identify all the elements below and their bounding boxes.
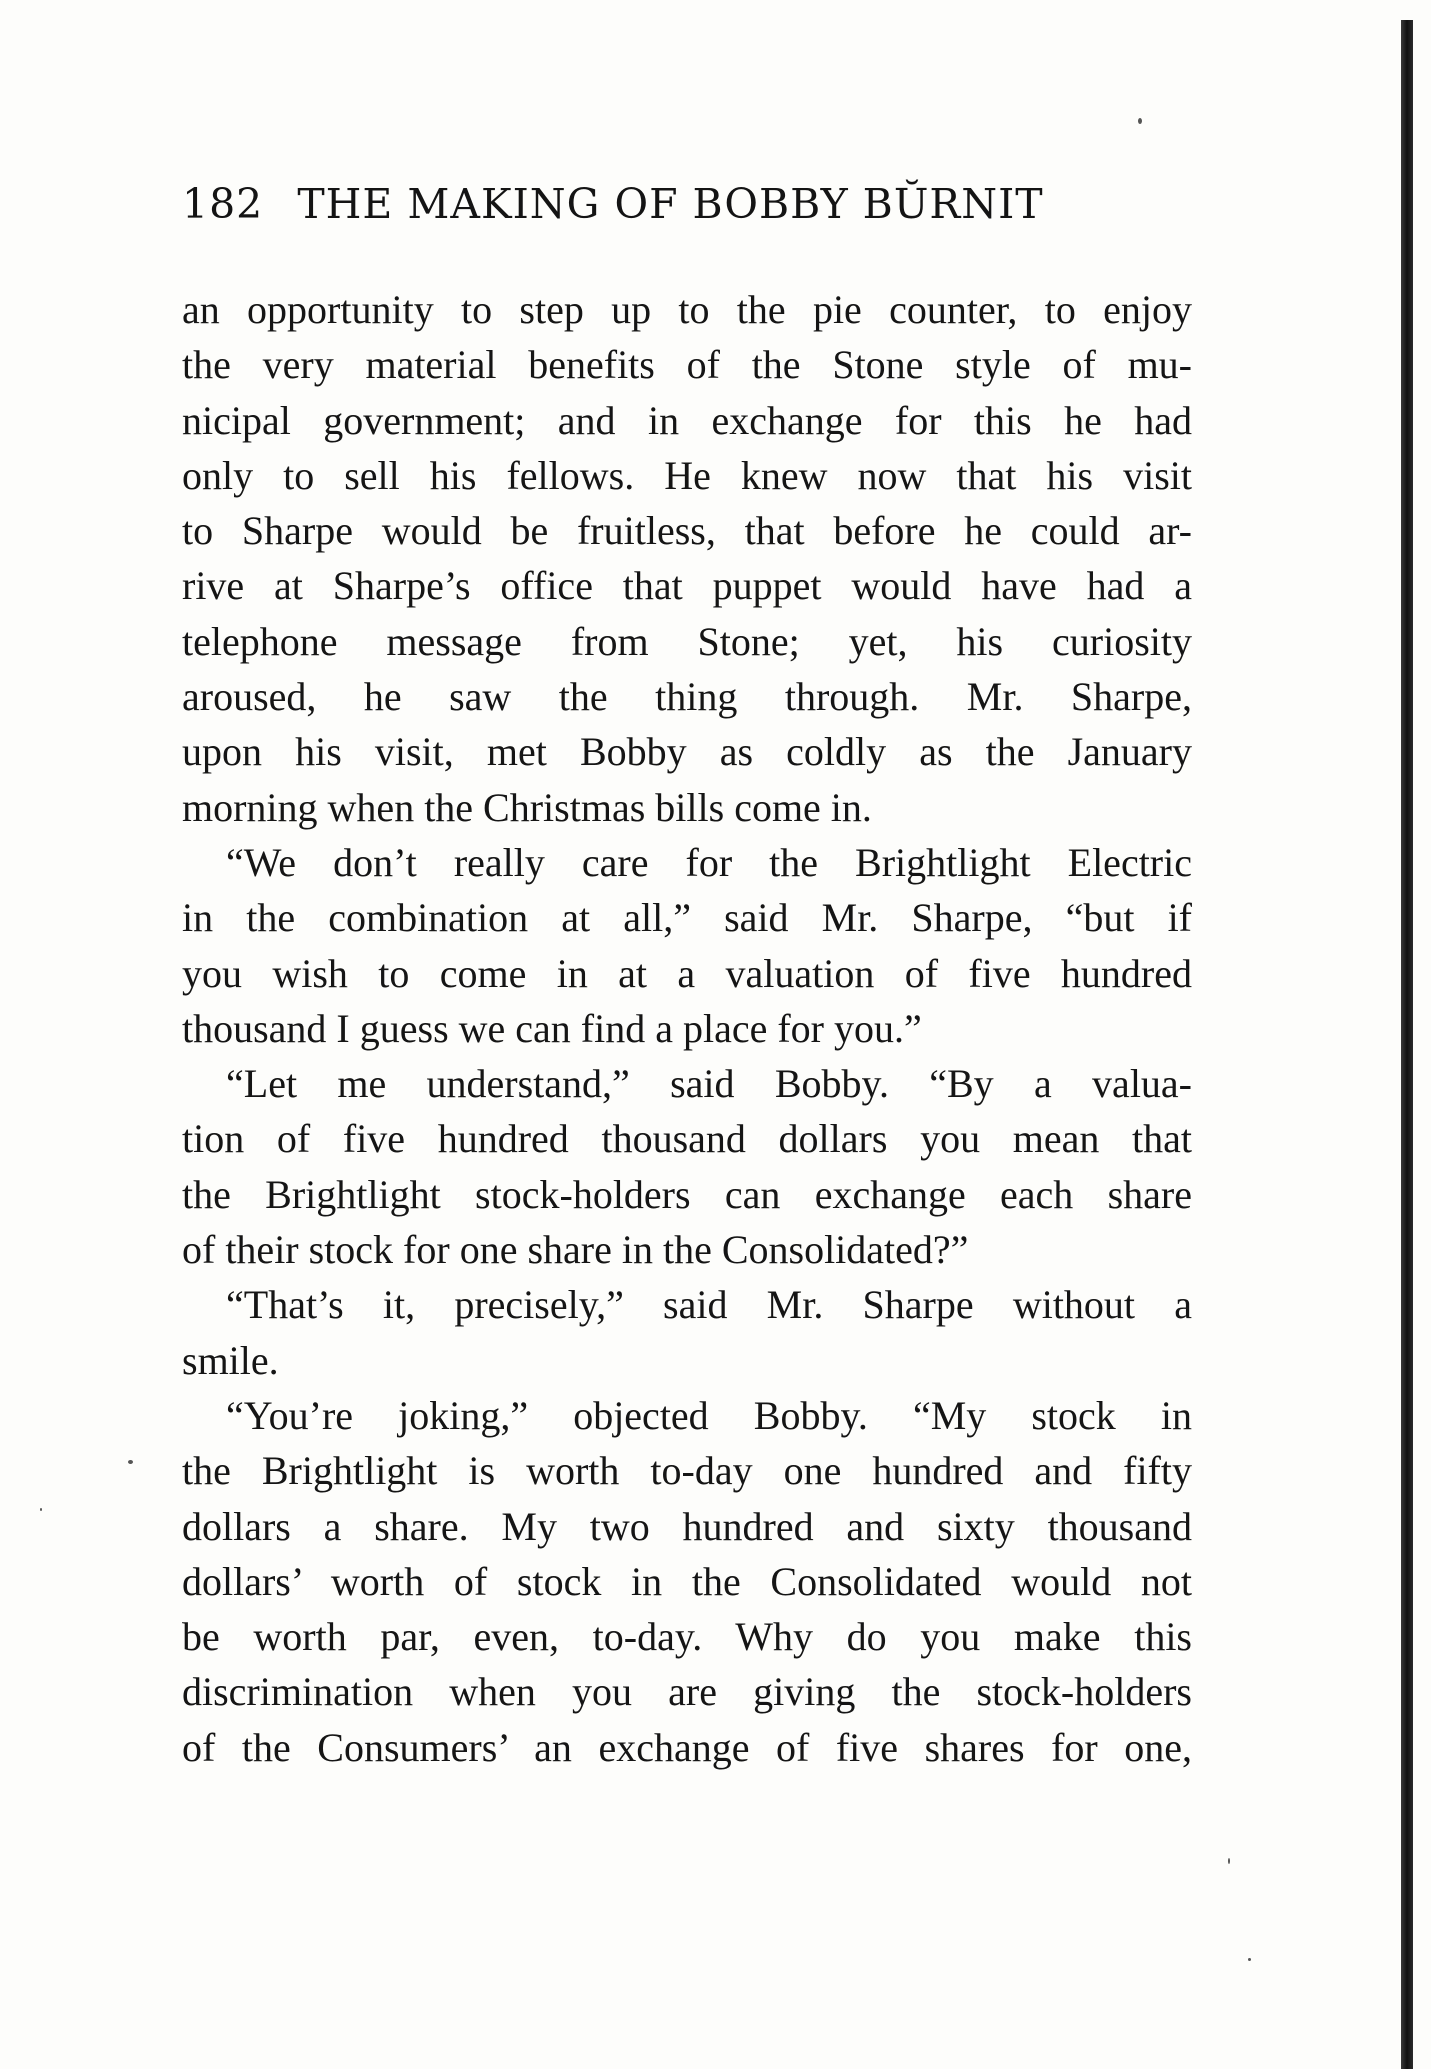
text-line: “You’re joking,” objected Bobby. “My stock in [226, 1392, 1192, 1438]
text-line: the Brightlight is worth to-day one hundred and fifty [182, 1448, 1192, 1494]
text-line: smile. [182, 1337, 279, 1383]
page-number: 182 [182, 180, 264, 228]
scan-speck [1248, 1958, 1251, 1961]
body-text [182, 282, 1192, 1775]
text-line: you wish to come in at a valuation of five hundred [182, 950, 1192, 996]
text-line: “We don’t really care for the Brightlight Electric [226, 839, 1192, 885]
text-line: dollars a share. My two hundred and sixty thousand [182, 1503, 1192, 1549]
text-line: nicipal government; and in exchange for this he had [182, 397, 1192, 443]
text-line: rive at Sharpe’s office that puppet would have had a [182, 563, 1192, 609]
text-line: an opportunity to step up to the pie counter, to enjoy [182, 287, 1192, 332]
text-line: telephone message from Stone; yet, his curiosity [182, 618, 1192, 664]
text-line: dollars’ worth of stock in the Consolidated would not [182, 1558, 1192, 1604]
text-line: only to sell his fellows. He knew now that his visit [182, 452, 1192, 498]
text-line: to Sharpe would be fruitless, that before he could ar- [182, 508, 1192, 554]
text-line: in the combination at all,” said Mr. Sharpe, “but if [182, 895, 1192, 941]
scan-speck [1228, 1858, 1230, 1864]
text-line: of the Consumers’ an exchange of five shares for one, [182, 1724, 1192, 1770]
text-line: “Let me understand,” said Bobby. “By a valua- [226, 1061, 1192, 1107]
text-line: tion of five hundred thousand dollars you mean that [182, 1116, 1192, 1162]
scan-speck [1138, 118, 1142, 124]
text-line: morning when the Christmas bills come in. [182, 784, 872, 830]
text-line: discrimination when you are giving the stock-holders [182, 1669, 1192, 1715]
text-line: the Brightlight stock-holders can exchange each share [182, 1171, 1192, 1217]
page-binding-edge [1401, 20, 1413, 2069]
text-line: of their stock for one share in the Consolidated?” [182, 1227, 969, 1273]
text-line: upon his visit, met Bobby as coldly as the January [182, 729, 1192, 775]
running-head [182, 180, 1192, 228]
text-line: aroused, he saw the thing through. Mr. Sharpe, [182, 674, 1192, 720]
text-line: thousand I guess we can find a place for you.” [182, 1005, 922, 1051]
scan-speck [128, 1460, 133, 1464]
scan-speck [40, 1508, 42, 1511]
text-line: the very material benefits of the Stone style of mu- [182, 342, 1192, 388]
text-line: “That’s it, precisely,” said Mr. Sharpe without a [226, 1282, 1192, 1328]
text-line: be worth par, even, to-day. Why do you make this [182, 1614, 1192, 1660]
running-title: THE MAKING OF BOBBY BŬRNIT [297, 180, 1044, 228]
